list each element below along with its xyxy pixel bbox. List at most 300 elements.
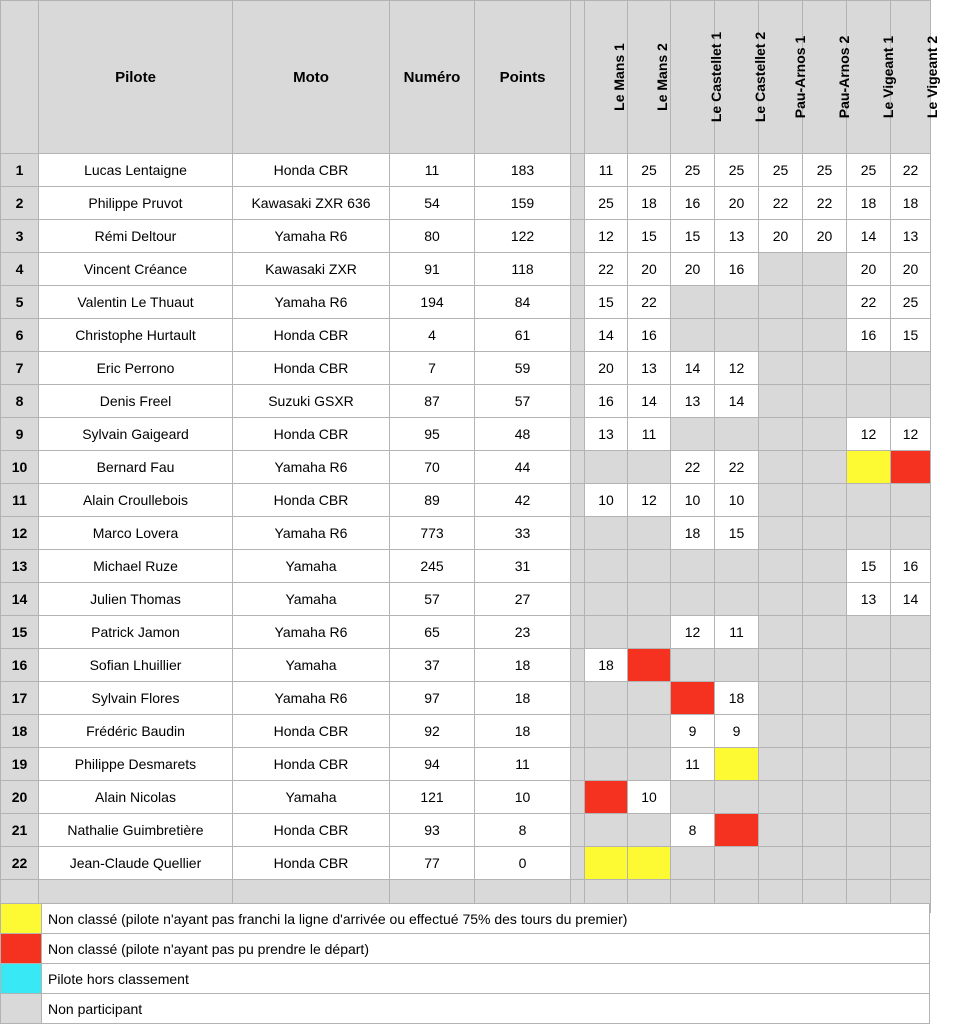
separator-cell xyxy=(571,187,585,220)
race-result-cell xyxy=(671,286,715,319)
moto-cell: Yamaha R6 xyxy=(233,220,390,253)
moto-cell: Honda CBR xyxy=(233,814,390,847)
rank-cell: 7 xyxy=(1,352,39,385)
race-result-cell: 12 xyxy=(585,220,628,253)
pilote-cell: Julien Thomas xyxy=(39,583,233,616)
rank-cell: 12 xyxy=(1,517,39,550)
pilote-cell: Lucas Lentaigne xyxy=(39,154,233,187)
race-result-cell xyxy=(803,715,847,748)
pilote-cell: Sylvain Gaigeard xyxy=(39,418,233,451)
numero-cell: 773 xyxy=(390,517,475,550)
race-result-cell xyxy=(803,583,847,616)
race-result-cell: 20 xyxy=(847,253,891,286)
pilote-cell: Rémi Deltour xyxy=(39,220,233,253)
moto-cell: Yamaha R6 xyxy=(233,616,390,649)
separator-cell xyxy=(571,781,585,814)
legend-swatch xyxy=(1,904,42,934)
race-result-cell: 22 xyxy=(671,451,715,484)
race-result-cell xyxy=(759,484,803,517)
moto-cell: Yamaha xyxy=(233,550,390,583)
points-cell: 23 xyxy=(475,616,571,649)
points-cell: 48 xyxy=(475,418,571,451)
race-result-cell xyxy=(759,814,803,847)
race-result-cell: 22 xyxy=(803,187,847,220)
race-result-cell xyxy=(628,748,671,781)
legend-row xyxy=(1,994,930,1024)
rank-cell: 15 xyxy=(1,616,39,649)
race-result-cell xyxy=(585,781,628,814)
points-cell: 18 xyxy=(475,715,571,748)
legend-swatch xyxy=(1,964,42,994)
moto-cell: Honda CBR xyxy=(233,352,390,385)
moto-cell: Suzuki GSXR xyxy=(233,385,390,418)
race-result-cell: 13 xyxy=(628,352,671,385)
numero-cell: 37 xyxy=(390,649,475,682)
table-row xyxy=(1,220,931,253)
separator-cell xyxy=(571,418,585,451)
points-cell: 27 xyxy=(475,583,571,616)
race-result-cell xyxy=(891,715,931,748)
numero-header: Numéro xyxy=(390,1,475,154)
pilote-cell: Philippe Pruvot xyxy=(39,187,233,220)
rank-cell: 3 xyxy=(1,220,39,253)
pilote-cell: Michael Ruze xyxy=(39,550,233,583)
race-result-cell: 16 xyxy=(628,319,671,352)
moto-cell: Kawasaki ZXR xyxy=(233,253,390,286)
separator-cell xyxy=(571,616,585,649)
race-result-cell: 12 xyxy=(891,418,931,451)
race-result-cell xyxy=(715,418,759,451)
race-result-cell: 14 xyxy=(891,583,931,616)
pilote-cell: Philippe Desmarets xyxy=(39,748,233,781)
race-result-cell xyxy=(671,781,715,814)
race-result-cell: 18 xyxy=(715,682,759,715)
race-result-cell: 16 xyxy=(847,319,891,352)
table-row xyxy=(1,286,931,319)
race-result-cell: 15 xyxy=(715,517,759,550)
race-result-cell: 22 xyxy=(847,286,891,319)
table-row xyxy=(1,847,931,880)
race-result-cell: 13 xyxy=(891,220,931,253)
race-result-cell: 25 xyxy=(759,154,803,187)
table-row xyxy=(1,517,931,550)
rank-cell: 9 xyxy=(1,418,39,451)
numero-cell: 70 xyxy=(390,451,475,484)
moto-cell: Yamaha xyxy=(233,583,390,616)
race-result-cell: 15 xyxy=(585,286,628,319)
race-result-cell: 18 xyxy=(628,187,671,220)
legend-row xyxy=(1,964,930,994)
pilote-cell: Alain Croullebois xyxy=(39,484,233,517)
race-result-cell: 11 xyxy=(585,154,628,187)
race-result-cell xyxy=(585,814,628,847)
race-result-cell: 22 xyxy=(628,286,671,319)
numero-cell: 194 xyxy=(390,286,475,319)
numero-cell: 97 xyxy=(390,682,475,715)
pilote-cell: Sylvain Flores xyxy=(39,682,233,715)
race-result-cell: 25 xyxy=(671,154,715,187)
race-result-cell: 13 xyxy=(585,418,628,451)
race-result-cell: 25 xyxy=(585,187,628,220)
rank-header xyxy=(1,1,39,154)
race-result-cell xyxy=(628,847,671,880)
race-result-cell xyxy=(847,781,891,814)
points-cell: 122 xyxy=(475,220,571,253)
rank-cell: 11 xyxy=(1,484,39,517)
race-result-cell: 22 xyxy=(715,451,759,484)
table-row xyxy=(1,814,931,847)
race-result-cell xyxy=(585,583,628,616)
race-result-cell xyxy=(759,583,803,616)
moto-cell: Honda CBR xyxy=(233,418,390,451)
race-result-cell xyxy=(803,517,847,550)
table-row xyxy=(1,649,931,682)
race-result-cell xyxy=(847,451,891,484)
pilote-cell: Eric Perrono xyxy=(39,352,233,385)
race-result-cell xyxy=(671,550,715,583)
points-cell: 61 xyxy=(475,319,571,352)
race-result-cell xyxy=(671,583,715,616)
race-result-cell: 18 xyxy=(847,187,891,220)
race-result-cell xyxy=(803,550,847,583)
race-header-le-vigeant-1: Le Vigeant 1 xyxy=(847,1,891,154)
rank-cell: 10 xyxy=(1,451,39,484)
race-result-cell xyxy=(585,550,628,583)
race-result-cell: 18 xyxy=(891,187,931,220)
race-result-cell xyxy=(759,517,803,550)
rank-cell: 18 xyxy=(1,715,39,748)
table-row xyxy=(1,748,931,781)
points-cell: 8 xyxy=(475,814,571,847)
separator-cell xyxy=(571,847,585,880)
race-result-cell xyxy=(891,649,931,682)
race-result-cell xyxy=(891,484,931,517)
race-result-cell: 12 xyxy=(671,616,715,649)
race-result-cell: 13 xyxy=(715,220,759,253)
race-result-cell xyxy=(585,715,628,748)
race-result-cell xyxy=(803,847,847,880)
race-result-cell xyxy=(715,649,759,682)
race-result-cell xyxy=(671,319,715,352)
race-result-cell xyxy=(803,319,847,352)
race-result-cell: 16 xyxy=(891,550,931,583)
separator-cell xyxy=(571,583,585,616)
legend-text: Non classé (pilote n'ayant pas franchi la ligne d'arrivée ou effectué 75% des tours du premier) xyxy=(42,904,930,934)
race-result-cell: 14 xyxy=(715,385,759,418)
race-result-cell: 22 xyxy=(891,154,931,187)
race-result-cell xyxy=(715,286,759,319)
points-cell: 10 xyxy=(475,781,571,814)
separator-cell xyxy=(571,517,585,550)
rank-cell: 21 xyxy=(1,814,39,847)
numero-cell: 121 xyxy=(390,781,475,814)
rank-cell: 17 xyxy=(1,682,39,715)
rank-cell: 14 xyxy=(1,583,39,616)
points-cell: 11 xyxy=(475,748,571,781)
race-result-cell xyxy=(803,484,847,517)
race-result-cell xyxy=(891,682,931,715)
separator-cell xyxy=(571,649,585,682)
moto-cell: Honda CBR xyxy=(233,484,390,517)
numero-cell: 87 xyxy=(390,385,475,418)
points-cell: 44 xyxy=(475,451,571,484)
race-result-cell xyxy=(759,451,803,484)
race-result-cell: 20 xyxy=(715,187,759,220)
pilote-cell: Christophe Hurtault xyxy=(39,319,233,352)
table-row xyxy=(1,352,931,385)
moto-cell: Yamaha R6 xyxy=(233,286,390,319)
numero-cell: 80 xyxy=(390,220,475,253)
pilote-cell: Jean-Claude Quellier xyxy=(39,847,233,880)
race-result-cell xyxy=(803,385,847,418)
numero-cell: 54 xyxy=(390,187,475,220)
numero-cell: 89 xyxy=(390,484,475,517)
race-result-cell: 25 xyxy=(803,154,847,187)
rank-cell: 5 xyxy=(1,286,39,319)
race-result-cell: 12 xyxy=(847,418,891,451)
race-result-cell xyxy=(759,550,803,583)
race-result-cell xyxy=(715,847,759,880)
legend-table xyxy=(0,903,930,1024)
race-result-cell: 10 xyxy=(715,484,759,517)
pilote-header: Pilote xyxy=(39,1,233,154)
race-result-cell xyxy=(847,517,891,550)
separator-cell xyxy=(571,484,585,517)
separator-header xyxy=(571,1,585,154)
numero-cell: 7 xyxy=(390,352,475,385)
points-cell: 118 xyxy=(475,253,571,286)
race-result-cell xyxy=(715,781,759,814)
rank-cell: 16 xyxy=(1,649,39,682)
separator-cell xyxy=(571,451,585,484)
rank-cell: 4 xyxy=(1,253,39,286)
race-result-cell xyxy=(715,550,759,583)
race-result-cell: 20 xyxy=(759,220,803,253)
moto-cell: Honda CBR xyxy=(233,715,390,748)
moto-cell: Yamaha xyxy=(233,781,390,814)
race-result-cell: 20 xyxy=(585,352,628,385)
race-result-cell xyxy=(891,385,931,418)
race-result-cell xyxy=(628,616,671,649)
separator-cell xyxy=(571,550,585,583)
race-result-cell: 22 xyxy=(759,187,803,220)
race-result-cell: 14 xyxy=(585,319,628,352)
race-result-cell xyxy=(847,649,891,682)
race-result-cell xyxy=(847,352,891,385)
race-header-le-castellet-1: Le Castellet 1 xyxy=(671,1,715,154)
numero-cell: 91 xyxy=(390,253,475,286)
separator-cell xyxy=(571,385,585,418)
standings-body xyxy=(1,154,931,913)
table-row xyxy=(1,484,931,517)
race-result-cell xyxy=(585,517,628,550)
race-result-cell: 20 xyxy=(671,253,715,286)
race-result-cell xyxy=(628,649,671,682)
points-cell: 33 xyxy=(475,517,571,550)
race-result-cell xyxy=(759,385,803,418)
race-result-cell xyxy=(803,352,847,385)
race-result-cell xyxy=(715,319,759,352)
race-result-cell xyxy=(847,847,891,880)
race-header-le-castellet-2: Le Castellet 2 xyxy=(715,1,759,154)
race-result-cell: 14 xyxy=(628,385,671,418)
moto-cell: Yamaha R6 xyxy=(233,682,390,715)
race-result-cell xyxy=(891,616,931,649)
moto-cell: Honda CBR xyxy=(233,847,390,880)
race-result-cell xyxy=(628,451,671,484)
race-result-cell xyxy=(628,814,671,847)
race-header-le-mans-2: Le Mans 2 xyxy=(628,1,671,154)
numero-cell: 92 xyxy=(390,715,475,748)
separator-cell xyxy=(571,814,585,847)
race-result-cell: 16 xyxy=(715,253,759,286)
points-cell: 18 xyxy=(475,649,571,682)
race-result-cell xyxy=(628,583,671,616)
race-result-cell xyxy=(803,253,847,286)
separator-cell xyxy=(571,352,585,385)
table-row xyxy=(1,682,931,715)
points-cell: 18 xyxy=(475,682,571,715)
race-result-cell xyxy=(628,550,671,583)
race-result-cell xyxy=(585,682,628,715)
rank-cell: 6 xyxy=(1,319,39,352)
race-result-cell xyxy=(891,352,931,385)
race-result-cell xyxy=(628,517,671,550)
legend-text: Pilote hors classement xyxy=(42,964,930,994)
pilote-cell: Patrick Jamon xyxy=(39,616,233,649)
legend-row xyxy=(1,904,930,934)
pilote-cell: Denis Freel xyxy=(39,385,233,418)
rank-cell: 2 xyxy=(1,187,39,220)
race-result-cell: 15 xyxy=(628,220,671,253)
race-result-cell: 11 xyxy=(671,748,715,781)
race-result-cell xyxy=(759,847,803,880)
pilote-cell: Frédéric Baudin xyxy=(39,715,233,748)
legend-text: Non participant xyxy=(42,994,930,1024)
pilote-cell: Valentin Le Thuaut xyxy=(39,286,233,319)
race-result-cell xyxy=(715,814,759,847)
race-result-cell: 14 xyxy=(671,352,715,385)
moto-cell: Yamaha R6 xyxy=(233,451,390,484)
race-result-cell xyxy=(585,616,628,649)
race-result-cell xyxy=(891,781,931,814)
race-result-cell xyxy=(759,352,803,385)
race-result-cell: 15 xyxy=(847,550,891,583)
moto-cell: Honda CBR xyxy=(233,748,390,781)
race-result-cell xyxy=(759,286,803,319)
race-result-cell xyxy=(891,451,931,484)
race-result-cell xyxy=(759,682,803,715)
race-result-cell: 22 xyxy=(585,253,628,286)
race-result-cell: 11 xyxy=(715,616,759,649)
race-header-le-mans-1: Le Mans 1 xyxy=(585,1,628,154)
legend-text: Non classé (pilote n'ayant pas pu prendre le départ) xyxy=(42,934,930,964)
moto-header: Moto xyxy=(233,1,390,154)
race-result-cell: 12 xyxy=(628,484,671,517)
race-result-cell xyxy=(847,814,891,847)
race-result-cell xyxy=(628,715,671,748)
moto-cell: Honda CBR xyxy=(233,319,390,352)
rank-cell: 8 xyxy=(1,385,39,418)
race-result-cell xyxy=(759,748,803,781)
pilote-cell: Nathalie Guimbretière xyxy=(39,814,233,847)
table-row xyxy=(1,319,931,352)
points-cell: 84 xyxy=(475,286,571,319)
race-result-cell: 18 xyxy=(671,517,715,550)
legend-swatch xyxy=(1,994,42,1024)
separator-cell xyxy=(571,220,585,253)
race-result-cell xyxy=(671,418,715,451)
table-row xyxy=(1,616,931,649)
race-result-cell: 15 xyxy=(671,220,715,253)
race-result-cell: 10 xyxy=(585,484,628,517)
race-result-cell xyxy=(803,748,847,781)
race-result-cell xyxy=(585,847,628,880)
pilote-cell: Vincent Créance xyxy=(39,253,233,286)
numero-cell: 65 xyxy=(390,616,475,649)
separator-cell xyxy=(571,319,585,352)
table-row xyxy=(1,715,931,748)
points-header: Points xyxy=(475,1,571,154)
separator-cell xyxy=(571,286,585,319)
race-result-cell xyxy=(803,616,847,649)
race-result-cell: 9 xyxy=(715,715,759,748)
points-cell: 159 xyxy=(475,187,571,220)
numero-cell: 95 xyxy=(390,418,475,451)
moto-cell: Kawasaki ZXR 636 xyxy=(233,187,390,220)
race-result-cell xyxy=(585,451,628,484)
separator-cell xyxy=(571,253,585,286)
race-result-cell xyxy=(847,484,891,517)
points-cell: 0 xyxy=(475,847,571,880)
race-result-cell: 25 xyxy=(715,154,759,187)
table-row xyxy=(1,253,931,286)
table-row xyxy=(1,187,931,220)
moto-cell: Yamaha xyxy=(233,649,390,682)
race-result-cell xyxy=(847,385,891,418)
table-row xyxy=(1,781,931,814)
race-result-cell xyxy=(803,814,847,847)
rank-cell: 1 xyxy=(1,154,39,187)
rank-cell: 19 xyxy=(1,748,39,781)
race-header-pau-arnos-1: Pau-Arnos 1 xyxy=(759,1,803,154)
table-row xyxy=(1,418,931,451)
race-result-cell xyxy=(847,748,891,781)
race-result-cell xyxy=(671,682,715,715)
race-result-cell xyxy=(891,517,931,550)
race-result-cell: 20 xyxy=(803,220,847,253)
points-cell: 59 xyxy=(475,352,571,385)
race-result-cell xyxy=(628,682,671,715)
race-result-cell xyxy=(759,319,803,352)
pilote-cell: Sofian Lhuillier xyxy=(39,649,233,682)
race-result-cell xyxy=(715,748,759,781)
race-result-cell xyxy=(759,418,803,451)
race-result-cell: 15 xyxy=(891,319,931,352)
numero-cell: 77 xyxy=(390,847,475,880)
race-result-cell: 16 xyxy=(585,385,628,418)
race-result-cell: 10 xyxy=(628,781,671,814)
race-result-cell: 18 xyxy=(585,649,628,682)
race-result-cell xyxy=(803,451,847,484)
legend-row xyxy=(1,934,930,964)
pilote-cell: Bernard Fau xyxy=(39,451,233,484)
race-result-cell xyxy=(759,781,803,814)
race-result-cell xyxy=(847,715,891,748)
race-result-cell: 25 xyxy=(628,154,671,187)
race-result-cell: 16 xyxy=(671,187,715,220)
race-result-cell xyxy=(891,814,931,847)
